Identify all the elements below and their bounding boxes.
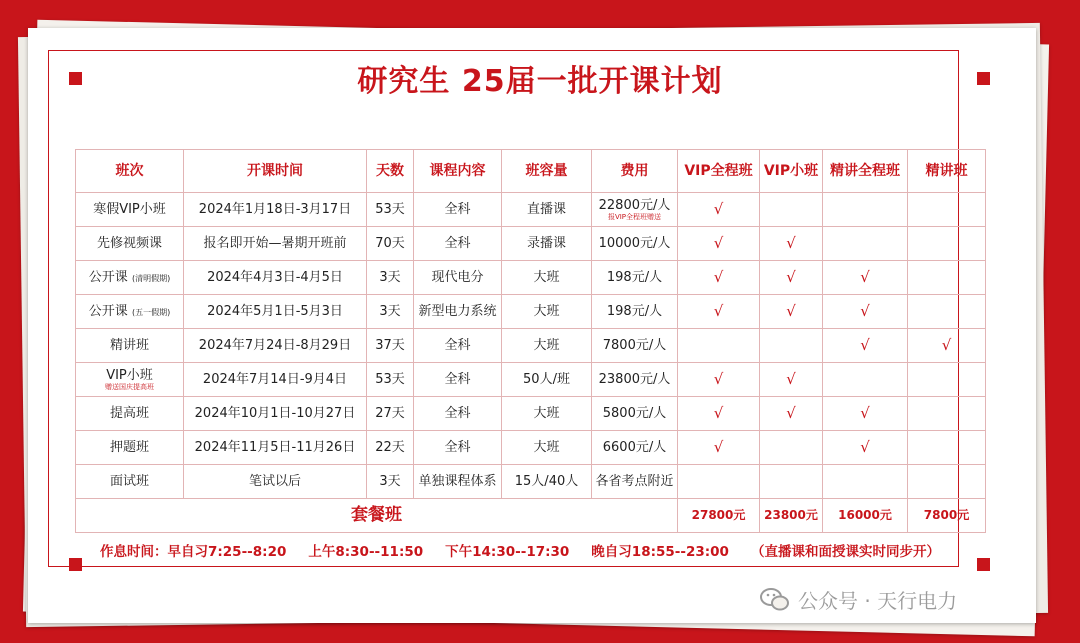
class-capacity: 大班 xyxy=(502,397,592,431)
check-intensive xyxy=(908,193,986,227)
class-name: 公开课 xyxy=(88,269,128,285)
class-name: 先修视频课 xyxy=(76,227,184,261)
class-content: 单独课程体系 xyxy=(414,465,502,499)
check-vip-full xyxy=(678,465,760,499)
class-days: 3天 xyxy=(367,261,414,295)
package-price-vip-full: 27800元 xyxy=(678,499,760,533)
check-intensive-full: √ xyxy=(823,329,908,363)
table-row xyxy=(76,465,986,499)
watermark-text: 公众号 · 天行电力 xyxy=(798,589,958,613)
check-vip-full: √ xyxy=(678,261,760,295)
schedule-note: （直播课和面授课实时同步开） xyxy=(750,544,940,560)
check-intensive xyxy=(908,431,986,465)
check-intensive-full xyxy=(823,193,908,227)
page-title: 研究生 25届一批开课计划 xyxy=(357,64,723,99)
class-days: 3天 xyxy=(367,465,414,499)
class-name: 面试班 xyxy=(76,465,184,499)
schedule-afternoon: 下午14:30--17:30 xyxy=(445,544,570,560)
check-vip-small: √ xyxy=(760,261,823,295)
frame-corner xyxy=(977,558,990,571)
schedule-evening-study: 晚自习18:55--23:00 xyxy=(591,544,729,560)
check-intensive-full xyxy=(823,465,908,499)
check-vip-small xyxy=(760,465,823,499)
schedule-table xyxy=(75,149,986,533)
class-time: 2024年7月14日-9月4日 xyxy=(184,363,367,397)
schedule-morning: 上午8:30--11:50 xyxy=(308,544,424,560)
table-header-row xyxy=(76,150,986,193)
schedule-label: 作息时间： xyxy=(100,544,168,560)
header-intensive: 精讲班 xyxy=(908,150,986,193)
class-capacity: 大班 xyxy=(502,261,592,295)
class-name: VIP小班 xyxy=(106,367,153,383)
class-capacity: 50人/班 xyxy=(502,363,592,397)
check-vip-full: √ xyxy=(678,193,760,227)
check-vip-full: √ xyxy=(678,227,760,261)
class-name: 提高班 xyxy=(76,397,184,431)
check-vip-small: √ xyxy=(760,227,823,261)
class-content: 全科 xyxy=(414,193,502,227)
class-fee xyxy=(592,193,678,227)
check-vip-full: √ xyxy=(678,295,760,329)
class-fee: 7800元/人 xyxy=(592,329,678,363)
class-fee: 6600元/人 xyxy=(592,431,678,465)
class-content: 新型电力系统 xyxy=(414,295,502,329)
class-time: 笔试以后 xyxy=(184,465,367,499)
class-content: 全科 xyxy=(414,363,502,397)
daily-schedule xyxy=(100,540,962,560)
class-content: 现代电分 xyxy=(414,261,502,295)
class-name-cell xyxy=(76,363,184,397)
fee-note: 报VIP全程班赠送 xyxy=(607,212,662,221)
wechat-icon xyxy=(760,587,790,618)
header-content: 课程内容 xyxy=(414,150,502,193)
table-row xyxy=(76,431,986,465)
class-content: 全科 xyxy=(414,329,502,363)
class-days: 27天 xyxy=(367,397,414,431)
schedule-morning-study: 早自习7:25--8:20 xyxy=(167,544,287,560)
class-name-note: (五一假期) xyxy=(131,307,171,317)
class-days: 3天 xyxy=(367,295,414,329)
class-days: 37天 xyxy=(367,329,414,363)
class-time: 2024年10月1日-10月27日 xyxy=(184,397,367,431)
class-days: 53天 xyxy=(367,363,414,397)
class-fee: 各省考点附近 xyxy=(592,465,678,499)
class-fee: 5800元/人 xyxy=(592,397,678,431)
header-intensive-full: 精讲全程班 xyxy=(823,150,908,193)
check-intensive-full: √ xyxy=(823,397,908,431)
class-name: 押题班 xyxy=(76,431,184,465)
class-days: 70天 xyxy=(367,227,414,261)
class-time: 2024年1月18日-3月17日 xyxy=(184,193,367,227)
class-fee: 198元/人 xyxy=(592,295,678,329)
class-time: 2024年11月5日-11月26日 xyxy=(184,431,367,465)
package-price-vip-small: 23800元 xyxy=(760,499,823,533)
header-class: 班次 xyxy=(76,150,184,193)
class-capacity: 15人/40人 xyxy=(502,465,592,499)
class-capacity: 大班 xyxy=(502,329,592,363)
class-name: 公开课 xyxy=(88,303,128,319)
check-intensive-full: √ xyxy=(823,431,908,465)
check-vip-full: √ xyxy=(678,397,760,431)
class-capacity: 直播课 xyxy=(502,193,592,227)
check-vip-full: √ xyxy=(678,431,760,465)
check-vip-small xyxy=(760,431,823,465)
package-price-intensive: 7800元 xyxy=(908,499,986,533)
class-capacity: 录播课 xyxy=(502,227,592,261)
check-vip-small xyxy=(760,329,823,363)
class-content: 全科 xyxy=(414,397,502,431)
check-intensive: √ xyxy=(908,329,986,363)
check-vip-small: √ xyxy=(760,295,823,329)
table-row xyxy=(76,193,986,227)
table-row xyxy=(76,329,986,363)
check-intensive-full: √ xyxy=(823,295,908,329)
class-content: 全科 xyxy=(414,227,502,261)
header-vip-full: VIP全程班 xyxy=(678,150,760,193)
fee-value: 22800元/人 xyxy=(598,197,671,213)
class-fee: 198元/人 xyxy=(592,261,678,295)
check-intensive-full: √ xyxy=(823,261,908,295)
check-intensive xyxy=(908,397,986,431)
class-days: 53天 xyxy=(367,193,414,227)
table-row xyxy=(76,261,986,295)
package-price-intensive-full: 16000元 xyxy=(823,499,908,533)
check-intensive-full xyxy=(823,363,908,397)
check-intensive xyxy=(908,261,986,295)
class-capacity: 大班 xyxy=(502,431,592,465)
check-intensive xyxy=(908,227,986,261)
class-name-cell xyxy=(76,261,184,295)
check-vip-small xyxy=(760,193,823,227)
class-days: 22天 xyxy=(367,431,414,465)
class-name-cell xyxy=(76,295,184,329)
class-content: 全科 xyxy=(414,431,502,465)
header-vip-small: VIP小班 xyxy=(760,150,823,193)
check-vip-full: √ xyxy=(678,363,760,397)
class-name-note: (清明假期) xyxy=(131,273,171,283)
watermark xyxy=(760,585,957,618)
check-intensive xyxy=(908,363,986,397)
class-name: 寒假VIP小班 xyxy=(76,193,184,227)
check-vip-small: √ xyxy=(760,363,823,397)
header-days: 天数 xyxy=(367,150,414,193)
header-capacity: 班容量 xyxy=(502,150,592,193)
class-name: 精讲班 xyxy=(76,329,184,363)
class-name-sub: 赠送国庆提高班 xyxy=(105,382,154,391)
package-label: 套餐班 xyxy=(76,499,678,533)
class-time: 2024年7月24日-8月29日 xyxy=(184,329,367,363)
class-time: 2024年4月3日-4月5日 xyxy=(184,261,367,295)
class-capacity: 大班 xyxy=(502,295,592,329)
class-time: 2024年5月1日-5月3日 xyxy=(184,295,367,329)
header-time: 开课时间 xyxy=(184,150,367,193)
table-row xyxy=(76,295,986,329)
check-vip-small: √ xyxy=(760,397,823,431)
class-time: 报名即开始—暑期开班前 xyxy=(184,227,367,261)
class-fee: 10000元/人 xyxy=(592,227,678,261)
table-row xyxy=(76,363,986,397)
table-row xyxy=(76,397,986,431)
frame-corner xyxy=(69,558,82,571)
package-row xyxy=(76,499,986,533)
check-intensive xyxy=(908,465,986,499)
table-row xyxy=(76,227,986,261)
check-intensive xyxy=(908,295,986,329)
header-fee: 费用 xyxy=(592,150,678,193)
check-intensive-full xyxy=(823,227,908,261)
check-vip-full xyxy=(678,329,760,363)
class-fee: 23800元/人 xyxy=(592,363,678,397)
